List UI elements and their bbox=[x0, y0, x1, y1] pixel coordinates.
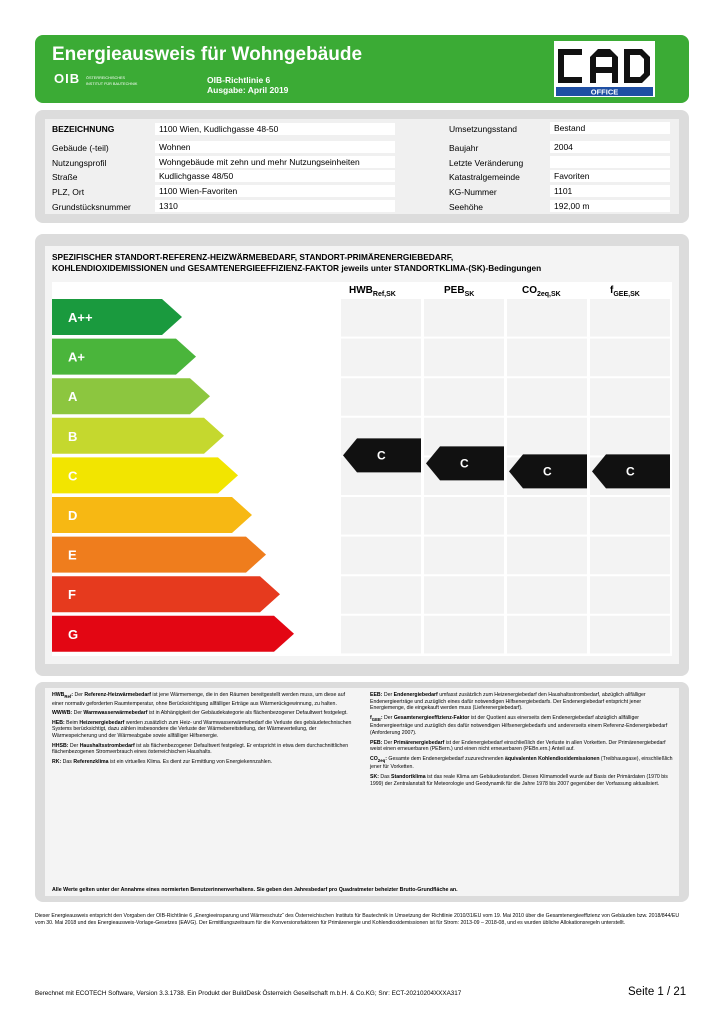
column-header-fgee-main: f bbox=[610, 285, 614, 296]
rating-grid-cell bbox=[507, 497, 587, 535]
page-number: Seite 1 / 21 bbox=[628, 986, 687, 998]
rating-grid-cell bbox=[590, 537, 670, 575]
energy-rating-heading-line-1: SPEZIFISCHER STANDORT-REFERENZ-HEIZWÄRMEBEDARF, STANDORT-PRIMÄRENERGIEBEDARF, bbox=[52, 252, 454, 262]
rating-grid-cell bbox=[507, 537, 587, 575]
rating-grid-cell bbox=[590, 339, 670, 377]
info-label-nutzungsprofil: Nutzungsprofil bbox=[52, 158, 107, 168]
rating-grid-cell bbox=[590, 378, 670, 416]
info-value-baujahr: 2004 bbox=[550, 141, 670, 153]
class-bar-b bbox=[52, 418, 224, 454]
rating-grid-cell bbox=[590, 576, 670, 614]
class-label: A++ bbox=[68, 310, 93, 325]
rating-grid-cell bbox=[507, 378, 587, 416]
column-header-hwb-sub: Ref,SK bbox=[372, 291, 396, 298]
rating-grid-cell bbox=[590, 616, 670, 654]
class-bar-d bbox=[52, 497, 252, 533]
info-value-strasse: Kudlichgasse 48/50 bbox=[155, 170, 395, 182]
rating-marker-label: C bbox=[377, 448, 386, 463]
rating-grid-cell bbox=[341, 576, 421, 614]
rating-grid-cell bbox=[424, 576, 504, 614]
rating-grid-cell bbox=[590, 299, 670, 337]
class-bar-g bbox=[52, 616, 294, 652]
energy-rating-heading-line-2: KOHLENDIOXIDEMISSIONEN und GESAMTENERGIEEFFIZIENZ-FAKTOR jeweils unter STANDORTKLIMA-(SK)-Bedingungen bbox=[52, 263, 542, 273]
info-label-grundstuecksnummer: Grundstücksnummer bbox=[52, 202, 131, 212]
rating-grid-cell bbox=[341, 537, 421, 575]
info-value-gebaeude: Wohnen bbox=[155, 141, 395, 153]
richtlinie-label: OIB-Richtlinie 6 bbox=[207, 75, 271, 85]
info-label-umsetzungsstand: Umsetzungsstand bbox=[449, 124, 518, 134]
info-label-strasse: Straße bbox=[52, 172, 78, 182]
rating-grid-cell bbox=[590, 497, 670, 535]
column-header-fgee-sub: GEE,SK bbox=[613, 291, 640, 298]
rating-marker-label: C bbox=[543, 464, 552, 479]
definition-right-4: SK: Das Standortklima ist das reale Klima am Gebäudestandort. Dieses Klimamodell wurde auf Basis der Primärdaten (1970 bis 1999) der Zentralanstalt für Meteorologie und Geodynamik für die Jahre 1978 bis 2007 gegenüber der Vorfassung aktualisiert. bbox=[370, 774, 668, 787]
bezeichnung-label: BEZEICHNUNG bbox=[52, 124, 115, 134]
rating-grid-cell bbox=[424, 616, 504, 654]
class-label: D bbox=[68, 508, 78, 523]
rating-grid-cell bbox=[341, 339, 421, 377]
rating-grid-cell bbox=[424, 378, 504, 416]
rating-grid-cell bbox=[341, 299, 421, 337]
column-header-peb-main: PEB bbox=[444, 285, 465, 296]
definition-left-4: RK: Das Referenzklima ist ein virtuelles Klima. Es dient zur Ermittlung von Energiekennzahlen. bbox=[52, 758, 273, 765]
definitions-right-column bbox=[370, 692, 676, 790]
info-label-plz-ort: PLZ, Ort bbox=[52, 187, 85, 197]
info-label-kg-nummer: KG-Nummer bbox=[449, 187, 497, 197]
values-note: Alle Werte gelten unter der Annahme eines normierten Benutzerinnenverhaltens. Sie geben den Jahresbedarf pro Quadratmeter beheizter Brutto-Grundfläche an. bbox=[52, 887, 458, 893]
oib-logo-subtitle-1: ÖSTERREICHISCHES bbox=[86, 76, 126, 80]
info-value-plz-ort: 1100 Wien-Favoriten bbox=[155, 185, 395, 197]
column-header-peb-sub: SK bbox=[464, 291, 475, 298]
class-label: E bbox=[68, 547, 77, 563]
class-label: B bbox=[68, 428, 78, 444]
rating-grid-cell bbox=[507, 418, 587, 456]
definition-left-1: WWWB: Der Warmwasserwärmebedarf ist in Abhängigkeit der Gebäudekategorie als flächenbezogener Defaultwert festgelegt. bbox=[52, 710, 348, 717]
definition-left-2: HEB: Beim Heizenergiebedarf werden zusätzlich zum Heiz- und Warmwasserwärmebedarf die Verluste des gebäudetechnischen Systems berücksichtigt, dazu zählen insbesondere die Verluste der Wärmebereitstellung, der Wärmeverteilung, der Wärmespeicherung und der Wärmeabgabe sowie allfälliger Hilfsenergie. bbox=[52, 719, 352, 739]
cad-logo-text: OFFICE bbox=[590, 87, 619, 97]
definition-right-3: $CO_{2eq}$: Gesamte dem Endenergiebedarf zuzurechnenden äquivalenten Kohlendioxidemissionen (Treibhausgase), einschließlich jener für Vorketten. bbox=[370, 755, 673, 771]
rating-grid-cell bbox=[507, 576, 587, 614]
info-value-grundstuecksnummer: 1310 bbox=[155, 200, 395, 212]
rating-grid-cell bbox=[341, 378, 421, 416]
rating-marker-label: C bbox=[460, 456, 469, 471]
class-bar-c bbox=[52, 457, 238, 493]
class-bar-f bbox=[52, 576, 280, 612]
rating-grid-cell bbox=[341, 497, 421, 535]
info-label-gebaeude: Gebäude (-teil) bbox=[52, 143, 109, 153]
info-value-katastralgemeinde: Favoriten bbox=[550, 170, 670, 182]
rating-grid-cell bbox=[424, 497, 504, 535]
column-header-hwb-main: HWB bbox=[349, 285, 373, 296]
info-label-baujahr: Baujahr bbox=[449, 143, 479, 153]
definition-right-1: $f_{GEE}$: Der Gesamtenergieeffizienz-Faktor ist der Quotient aus einerseits dem Endenergiebedarf abzüglich allfälliger Endenergieerträge und zuzüglich des dafür notwendigen Hilfsenergiebedarfs und andererseits einem Referenz-Endenergiebedarf (Anforderung 2007). bbox=[370, 714, 668, 736]
rating-grid-cell bbox=[590, 418, 670, 456]
rating-grid-cell bbox=[507, 616, 587, 654]
class-label: C bbox=[68, 468, 78, 484]
rating-grid-cell bbox=[424, 299, 504, 337]
info-value-kg-nummer: 1101 bbox=[550, 185, 670, 197]
info-value-umsetzungsstand: Bestand bbox=[550, 122, 670, 134]
class-label: A+ bbox=[68, 349, 85, 365]
ausgabe-label: Ausgabe: April 2019 bbox=[207, 85, 289, 95]
column-header-co2-main: CO bbox=[522, 285, 537, 296]
rating-grid-cell bbox=[507, 339, 587, 377]
definition-right-0: EEB: Der Endenergiebedarf umfasst zusätzlich zum Heizenergiebedarf den Haushaltsstrombedarf, abzüglich allfälliger Endenergieerträge und zuzüglich eines dafür notwendigen Hilfsenergiebedarfs. Der Endenergiebedarf entspricht jener Energiemenge, die eingekauft werden muss (Lieferenergiebedarf). bbox=[370, 692, 646, 712]
legal-footer-text: Dieser Energieausweis entspricht den Vorgaben der OIB-Richtlinie 6 „Energieeinsparung und Wärmeschutz“ des Österreichischen Instituts für Bautechnik in Umsetzung der Richtlinie 2010/31/EU vom 19. Mai 2010 über die Gesamtenergieeffizienz von Gebäuden bzw. 2018/844/EU vom 30. Mai 2018 und des Energieausweis-Vorlage-Gesetzes (EAVG). Der Ermittlungszeitraum für die Konversionsfaktoren für Primärenergie und Kohlendioxidemissionen ist für Strom: 2013-09 – 2018-08, und es wurden übliche Allokationsregeln unterstellt. bbox=[35, 913, 680, 926]
definition-right-2: PEB: Der Primärenergiebedarf ist der Endenergiebedarf einschließlich der Verluste in allen Vorketten. Der Primärenergiebedarf weist einen erneuerbaren (PEBern.) und einen nicht erneuerbaren (PEBn.ern.) Anteil auf. bbox=[370, 739, 666, 753]
definition-left-3: HHSB: Der Haushaltsstrombedarf ist als flächenbezogener Defaultwert festgelegt. Er entspricht in etwa dem durchschnittlichen flächenbezogenen Stromverbrauch eines österreichischen Haushalts. bbox=[52, 742, 349, 756]
column-header-co2-sub: 2eq,SK bbox=[537, 291, 561, 298]
class-label: F bbox=[68, 587, 76, 603]
info-value-nutzungsprofil: Wohngebäude mit zehn und mehr Nutzungseinheiten bbox=[155, 156, 395, 168]
oib-logo: OIB bbox=[54, 71, 81, 86]
bezeichnung-value: 1100 Wien, Kudlichgasse 48-50 bbox=[155, 123, 395, 135]
definitions-left-column bbox=[52, 692, 352, 768]
definition-left-0: $HWB_{Ref}$: Der Referenz-Heizwärmebedarf ist jene Wärmemenge, die in den Räumen bereitgestellt werden muss, um diese auf einer normativ geforderten Raumtemperatur, ohne Berücksichtigung allfälliger Erträge aus Wärmerückgewinnung, zu halten. bbox=[52, 692, 346, 707]
rating-grid-cell bbox=[507, 299, 587, 337]
info-label-letzte-veraenderung: Letzte Veränderung bbox=[449, 158, 524, 168]
rating-grid-cell bbox=[341, 616, 421, 654]
class-label: A bbox=[68, 389, 78, 405]
info-label-seehoehe: Seehöhe bbox=[449, 202, 484, 212]
software-credit: Berechnet mit ECOTECH Software, Version 3.3.1738. Ein Produkt der BuildDesk Österreich Gesellschaft m.b.H. & Co.KG; Snr: ECT-20210204XXXA317 bbox=[35, 990, 462, 997]
oib-logo-subtitle-2: INSTITUT FÜR BAUTECHNIK bbox=[86, 82, 138, 86]
rating-grid-cell bbox=[424, 537, 504, 575]
rating-marker-label: C bbox=[626, 464, 635, 479]
info-value-seehoehe: 192,00 m bbox=[550, 200, 670, 212]
document-title: Energieausweis für Wohngebäude bbox=[52, 44, 363, 65]
class-label: G bbox=[68, 626, 79, 642]
class-bar-e bbox=[52, 537, 266, 573]
rating-grid-cell bbox=[424, 339, 504, 377]
info-label-katastralgemeinde: Katastralgemeinde bbox=[449, 172, 520, 182]
